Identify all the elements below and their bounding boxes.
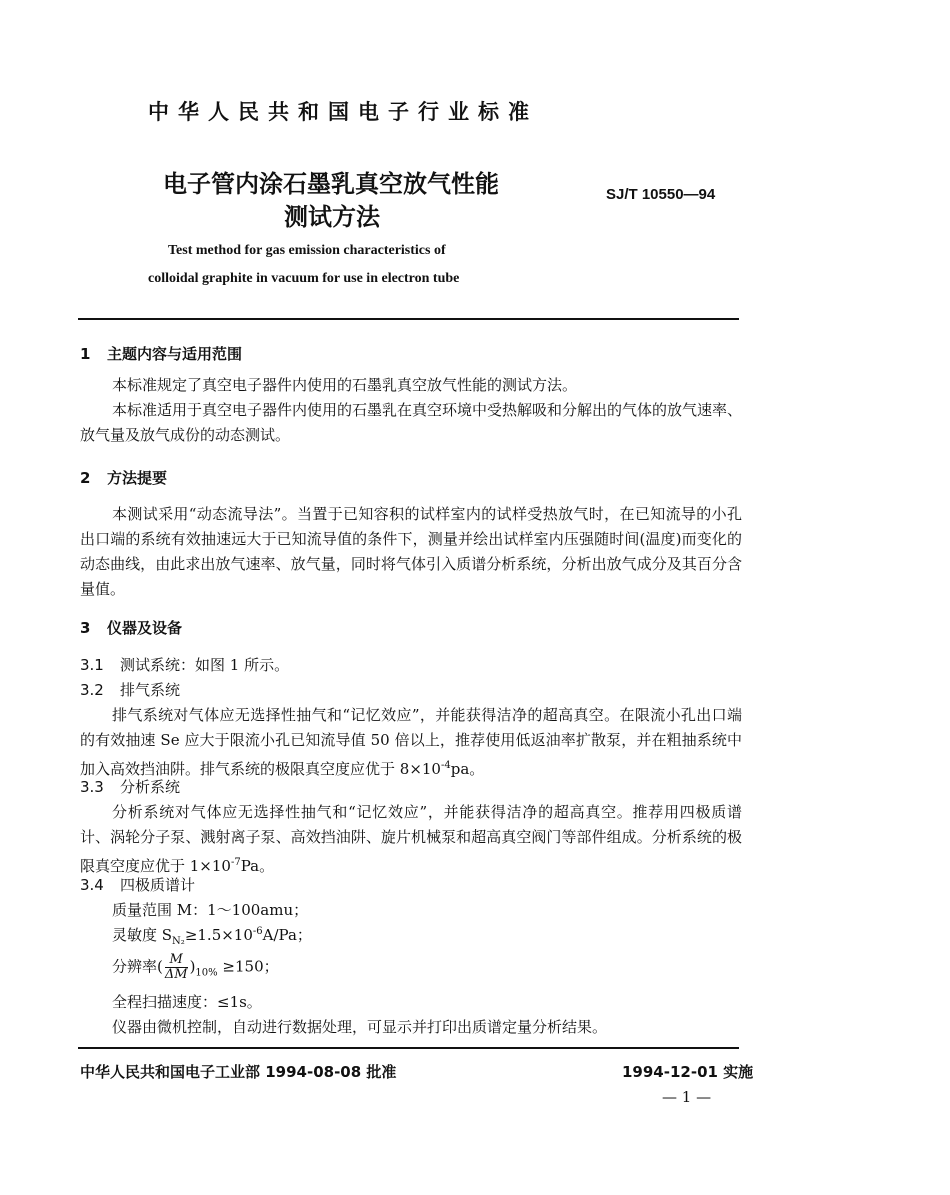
subsection-3-3-heading	[80, 776, 180, 797]
spec-sensitivity: 灵敏度 $S_{N_2}\ge 1.5\times 10^{-6}A/Pa$；	[112, 926, 312, 947]
document-title-line1: 电子管内涂石墨乳真空放气性能	[163, 170, 499, 198]
spec-mass-range: 质量范围 M：1～100amu；	[112, 901, 309, 919]
section-1-heading	[80, 343, 242, 364]
subsection-number: 3.4	[80, 876, 104, 894]
section-2-heading	[80, 467, 167, 488]
section-1-paragraph-2: 本标准适用于真空电子器件内使用的石墨乳在真空环境中受热解吸和分解出的气体的放气速率、放气量及放气成份的动态测试。	[80, 401, 743, 444]
subsection-number: 3.3	[80, 778, 104, 796]
subsection-3-1	[80, 654, 289, 675]
section-title: 方法提要	[107, 469, 168, 487]
document-title-line2: 测试方法	[284, 203, 380, 231]
subsection-title: 四极质谱计	[120, 876, 196, 894]
standard-number: SJ/T 10550—94	[606, 186, 716, 203]
subsection-3-4-heading	[80, 874, 195, 895]
section-1-paragraph-1: 本标准规定了真空电子器件内使用的石墨乳真空放气性能的测试方法。	[112, 376, 578, 394]
section-title: 主题内容与适用范围	[107, 345, 243, 363]
spec-control: 仪器由微机控制，自动进行数据处理，可显示并打印出质谱定量分析结果。	[112, 1018, 608, 1036]
spec-resolution: 分辨率( $\frac{M}{\Delta M}$ )$_{10\%} \ge 150$；	[112, 952, 279, 982]
subsection-title: 分析系统	[120, 778, 181, 796]
subsection-title: 排气系统	[120, 681, 181, 699]
header-divider	[78, 318, 739, 320]
section-number: 1	[80, 345, 91, 363]
subsection-3-2-heading	[80, 679, 180, 700]
footer-divider	[78, 1047, 739, 1049]
subsection-text: 测试系统：如图 1 所示。	[120, 656, 290, 674]
subsection-number: 3.1	[80, 656, 104, 674]
section-number: 3	[80, 619, 91, 637]
subsection-3-3-paragraph: 分析系统对气体应无选择性抽气和“记忆效应”，并能获得洁净的超高真空。推荐用四极质谱计、涡轮分子泵、溅射离子泵、高效挡油阱、旋片机械泵和超高真空阀门等部件组成。分析系统的极限真空度应优于 $1\times 10^{-7}Pa$。	[80, 803, 742, 875]
english-title-line2: colloidal graphite in vacuum for use in electron tube	[148, 271, 460, 286]
section-title: 仪器及设备	[107, 619, 183, 637]
page-number: — 1 —	[662, 1088, 712, 1106]
section-number: 2	[80, 469, 91, 487]
section-3-heading	[80, 617, 182, 638]
section-2-paragraph: 本测试采用“动态流导法”。当置于已知容积的试样室内的试样受热放气时，在已知流导的小孔出口端的系统有效抽速远大于已知流导值的条件下，测量并绘出试样室内压强随时间(温度)而变化的动态曲线，由此求出放气速率、放气量，同时将气体引入质谱分析系统，分析出放气成分及其百分含量值。	[80, 505, 742, 598]
spec-scan-speed: 全程扫描速度：≤1s。	[112, 993, 262, 1011]
resolution-fraction: $\frac{M}{\Delta M}$	[164, 952, 188, 982]
approval-statement: 中华人民共和国电子工业部 1994-08-08 批准	[80, 1063, 397, 1081]
subsection-number: 3.2	[80, 681, 104, 699]
issuing-body-header: 中华人民共和国电子行业标准	[148, 100, 538, 124]
implementation-date: 1994-12-01 实施	[622, 1063, 754, 1081]
subsection-3-2-paragraph: 排气系统对气体应无选择性抽气和“记忆效应”，并能获得洁净的超高真空。在限流小孔出口端的有效抽速 Se 应大于限流小孔已知流导值 50 倍以上，推荐使用低返油率扩散泵，并在粗抽系统中加入高效挡油阱。排气系统的极限真空度应优于 $8\times 10^{-4}pa$。	[80, 706, 742, 778]
english-title-line1: Test method for gas emission characteristics of	[168, 243, 446, 258]
